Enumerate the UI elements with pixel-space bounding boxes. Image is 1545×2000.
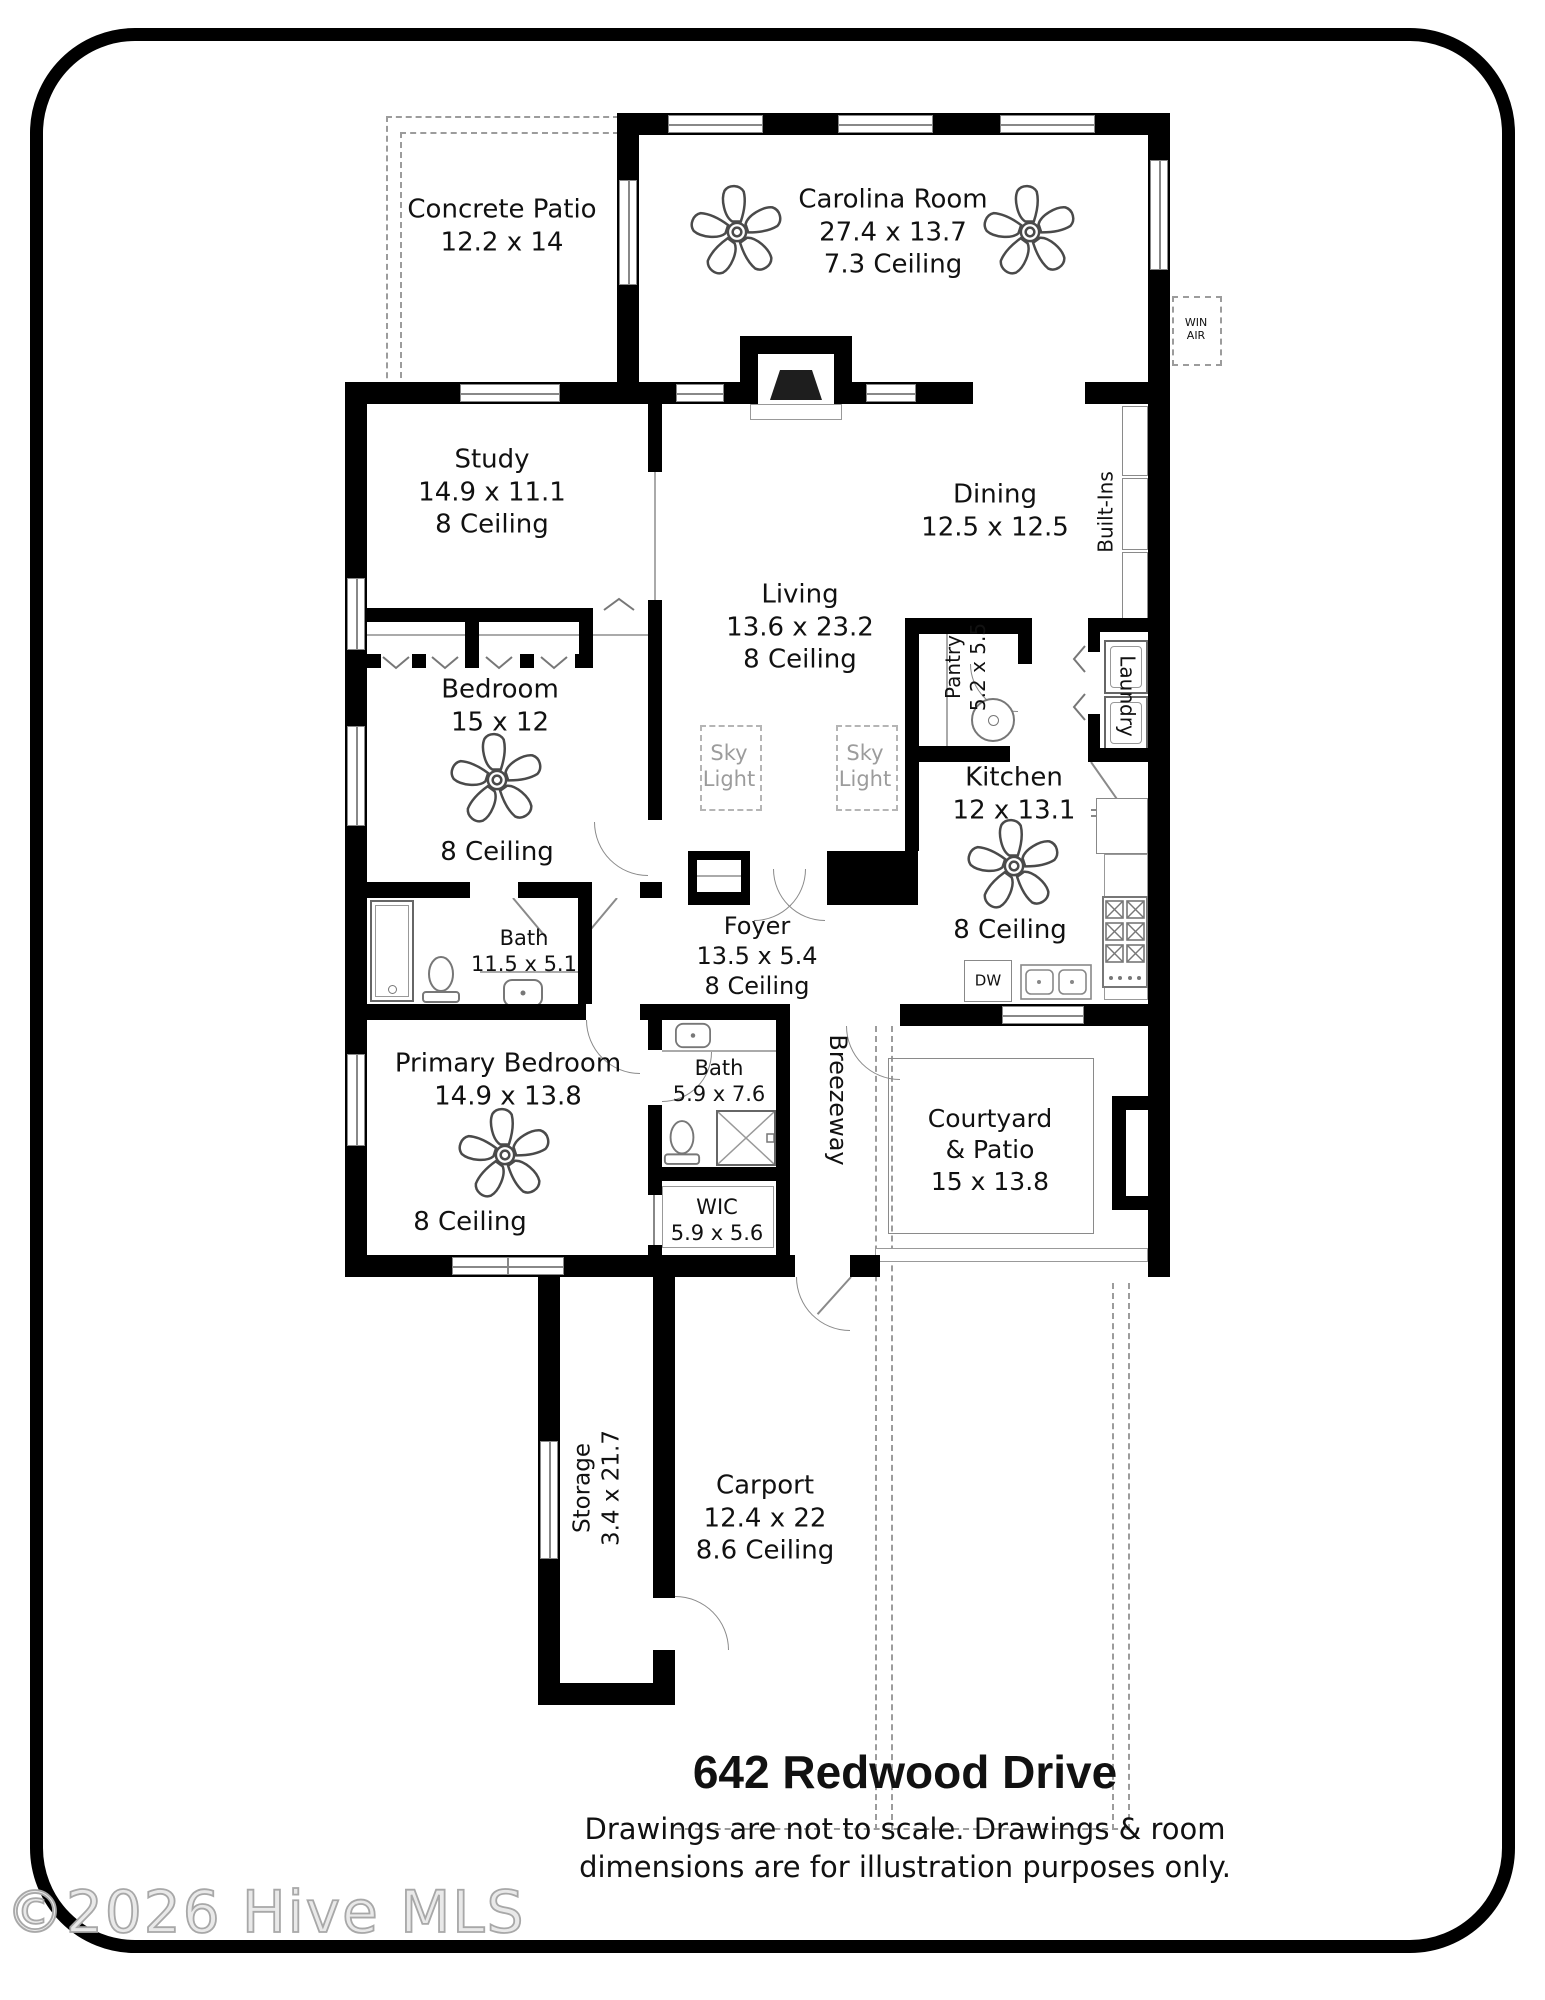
wall <box>538 1683 675 1705</box>
window <box>347 1054 365 1146</box>
wall <box>1018 618 1032 664</box>
win-air-line1: WIN <box>1184 315 1208 329</box>
sky-light-line1: Sky <box>846 740 884 765</box>
ceiling-fan-icon <box>689 184 785 280</box>
closet-line <box>697 875 741 877</box>
room-ceiling: 8 Ceiling <box>704 972 810 1000</box>
wall <box>776 1004 790 1255</box>
room-label-primary-bedroom <box>395 1048 621 1113</box>
built-ins-text: Built-Ins <box>1093 471 1118 553</box>
room-label-foyer <box>696 911 817 1001</box>
wall <box>1088 714 1100 762</box>
room-name: Kitchen <box>965 762 1063 793</box>
sky-light-line2: Light <box>838 767 892 791</box>
door-opening <box>648 820 662 878</box>
room-name: Bedroom <box>441 674 559 705</box>
room-dims: 11.5 x 5.1 <box>471 952 577 976</box>
wall <box>905 618 919 762</box>
window <box>347 578 365 650</box>
shower-stall-icon <box>716 1110 776 1166</box>
room-label-bedroom <box>441 674 559 739</box>
ceiling-fan-icon <box>982 184 1078 280</box>
room-dims: 13.5 x 5.4 <box>696 942 818 970</box>
room-name: Breezeway <box>824 1034 852 1166</box>
fireplace-hearth <box>750 404 842 420</box>
room-name: Living <box>761 579 839 610</box>
room-ceiling: 7.3 Ceiling <box>823 249 963 280</box>
wall <box>465 654 479 668</box>
sky-light-line2: Light <box>702 767 756 791</box>
room-dims: 12 x 13.1 <box>952 795 1076 825</box>
sink-icon <box>674 1022 712 1049</box>
ceiling-fan-icon <box>457 1107 553 1203</box>
room-label-concrete-patio <box>407 194 596 259</box>
wall <box>653 1277 675 1598</box>
wall <box>648 404 662 472</box>
room-label-bath-primary <box>673 1055 766 1108</box>
room-ceiling: 8 Ceiling <box>743 644 857 675</box>
room-ceiling: 8.6 Ceiling <box>695 1535 835 1566</box>
win-air-line2: AIR <box>1186 329 1206 342</box>
room-label-living <box>726 578 874 676</box>
wall <box>1148 113 1170 1277</box>
kitchen-sink-icon <box>1020 964 1092 1000</box>
room-label-carport <box>696 1469 834 1567</box>
closet-door-chevron-icon <box>602 596 636 612</box>
room-ceiling: 8 Ceiling <box>435 509 549 540</box>
room-ceiling: 8 Ceiling <box>413 1206 527 1237</box>
door-opening <box>648 1050 662 1105</box>
concrete-patio-outline-inner <box>400 132 619 398</box>
label-sky-light <box>839 740 891 793</box>
label-built-ins <box>1094 471 1119 553</box>
room-label-bath-main <box>471 925 577 978</box>
room-dims: 5.9 x 7.6 <box>672 1082 766 1106</box>
room-label-pantry <box>941 623 991 711</box>
door-opening <box>592 882 640 898</box>
room-name: Primary Bedroom <box>394 1048 622 1079</box>
room-label-bedroom-ceiling <box>440 836 554 869</box>
room-label-carolina-room <box>798 183 987 281</box>
room-ceiling: 8 Ceiling <box>440 836 554 867</box>
patio-step-strip <box>875 1248 1148 1262</box>
disclaimer-line1: Drawings are not to scale. Drawings & room <box>584 1812 1226 1846</box>
disclaimer-line2: dimensions are for illustration purposes only. <box>579 1850 1231 1884</box>
stove-icon <box>1102 896 1148 988</box>
room-label-courtyard <box>928 1103 1053 1197</box>
closet-door-chevron-icon <box>539 655 569 670</box>
room-dims: 5.9 x 5.6 <box>670 1221 764 1245</box>
door-opening <box>795 1255 850 1277</box>
closet-rod-line <box>367 634 648 636</box>
room-name: Carport <box>715 1470 815 1501</box>
room-name: Bath <box>694 1055 744 1080</box>
room-dims: 27.4 x 13.7 <box>819 216 967 247</box>
room-dims: 5.2 x 5.5 <box>966 622 990 712</box>
room-ceiling: 8 Ceiling <box>953 914 1067 945</box>
address-title: 642 Redwood Drive <box>692 1746 1118 1798</box>
room-dims: 12.4 x 22 <box>703 1502 827 1533</box>
foyer-wall-section <box>827 851 918 905</box>
closet-slider-line <box>653 1195 655 1245</box>
wall <box>905 746 1010 762</box>
room-name: Foyer <box>723 912 791 940</box>
room-dims: 12.5 x 12.5 <box>921 512 1069 542</box>
room-label-study <box>418 443 566 541</box>
ceiling-fan-icon <box>449 732 545 828</box>
room-label-primary-ceiling <box>413 1206 527 1239</box>
wall <box>648 1004 790 1020</box>
room-label-laundry <box>1115 655 1140 737</box>
built-ins-shelf <box>1122 478 1148 550</box>
label-dishwasher <box>975 972 1001 991</box>
window <box>668 115 763 133</box>
room-dims: 15 x 12 <box>450 707 550 737</box>
wall <box>905 748 919 851</box>
window <box>1002 1006 1084 1024</box>
roof-line-dashed <box>875 1026 877 1830</box>
room-name: Dining <box>953 479 1037 510</box>
room-label-kitchen-ceiling <box>953 914 1067 947</box>
door-opening <box>586 1004 640 1020</box>
window <box>1150 160 1168 270</box>
wall <box>648 1167 790 1181</box>
window <box>676 384 724 402</box>
ceiling-fan-icon <box>966 818 1062 914</box>
door-opening <box>470 882 518 898</box>
label-win-air <box>1185 316 1207 342</box>
room-dims: 14.9 x 11.1 <box>418 476 566 507</box>
wall <box>578 898 592 1004</box>
window <box>866 384 916 402</box>
wall <box>367 654 381 668</box>
window <box>460 384 560 402</box>
room-name: Bath <box>499 925 549 950</box>
mls-watermark: ©2026 Hive MLS <box>6 1878 526 1946</box>
room-name-line1: Courtyard <box>927 1104 1053 1134</box>
fireplace-firebox-icon <box>758 354 834 404</box>
window-divider <box>507 1257 509 1275</box>
room-name: Pantry <box>941 635 965 700</box>
closet-door-chevron-icon <box>430 655 460 670</box>
room-name: Storage <box>569 1443 596 1533</box>
wall <box>1088 618 1100 652</box>
room-name: Carolina Room <box>798 184 988 215</box>
bifold-door-chevron-icon <box>1072 644 1087 674</box>
built-ins-shelf <box>1122 552 1148 626</box>
room-dims: 15 x 13.8 <box>930 1166 1050 1196</box>
label-sky-light <box>703 740 755 793</box>
window <box>619 180 637 285</box>
room-name: WIC <box>696 1194 738 1219</box>
wall <box>367 608 593 622</box>
room-divider-line <box>654 472 656 602</box>
door-opening <box>973 382 1085 404</box>
shower-tub-icon <box>370 900 414 1002</box>
window <box>1000 115 1095 133</box>
gate-wall <box>1112 1096 1126 1210</box>
room-label-storage <box>568 1430 626 1546</box>
room-name-line2: & Patio <box>945 1135 1035 1165</box>
room-label-breezeway <box>823 1034 853 1165</box>
closet-door-chevron-icon <box>381 655 411 670</box>
window <box>540 1441 558 1559</box>
wall <box>520 654 534 668</box>
refrigerator-icon <box>1096 798 1148 854</box>
room-label-kitchen <box>953 762 1076 827</box>
toilet-icon <box>662 1118 702 1166</box>
room-label-dining <box>921 479 1069 544</box>
room-name: Concrete Patio <box>407 194 597 225</box>
room-name: Laundry <box>1115 655 1140 737</box>
room-dims: 14.9 x 13.8 <box>434 1081 582 1111</box>
closet-door-chevron-icon <box>484 655 514 670</box>
window <box>347 726 365 826</box>
window <box>838 115 933 133</box>
toilet-icon <box>420 954 462 1004</box>
room-dims: 12.2 x 14 <box>440 227 564 257</box>
closet-opening <box>648 1195 662 1245</box>
bifold-door-chevron-icon <box>1072 692 1087 722</box>
room-name: Study <box>454 444 530 475</box>
room-dims: 13.6 x 23.2 <box>726 611 874 642</box>
dw-text: DW <box>974 971 1002 990</box>
wall <box>412 654 426 668</box>
sky-light-line1: Sky <box>710 740 748 765</box>
room-label-wic <box>671 1194 764 1247</box>
wall <box>575 654 593 668</box>
gate-inner <box>1126 1110 1148 1196</box>
built-ins-shelf <box>1122 406 1148 476</box>
room-dims: 3.4 x 21.7 <box>598 1429 624 1547</box>
carport-outline-dashed <box>1128 1283 1130 1830</box>
